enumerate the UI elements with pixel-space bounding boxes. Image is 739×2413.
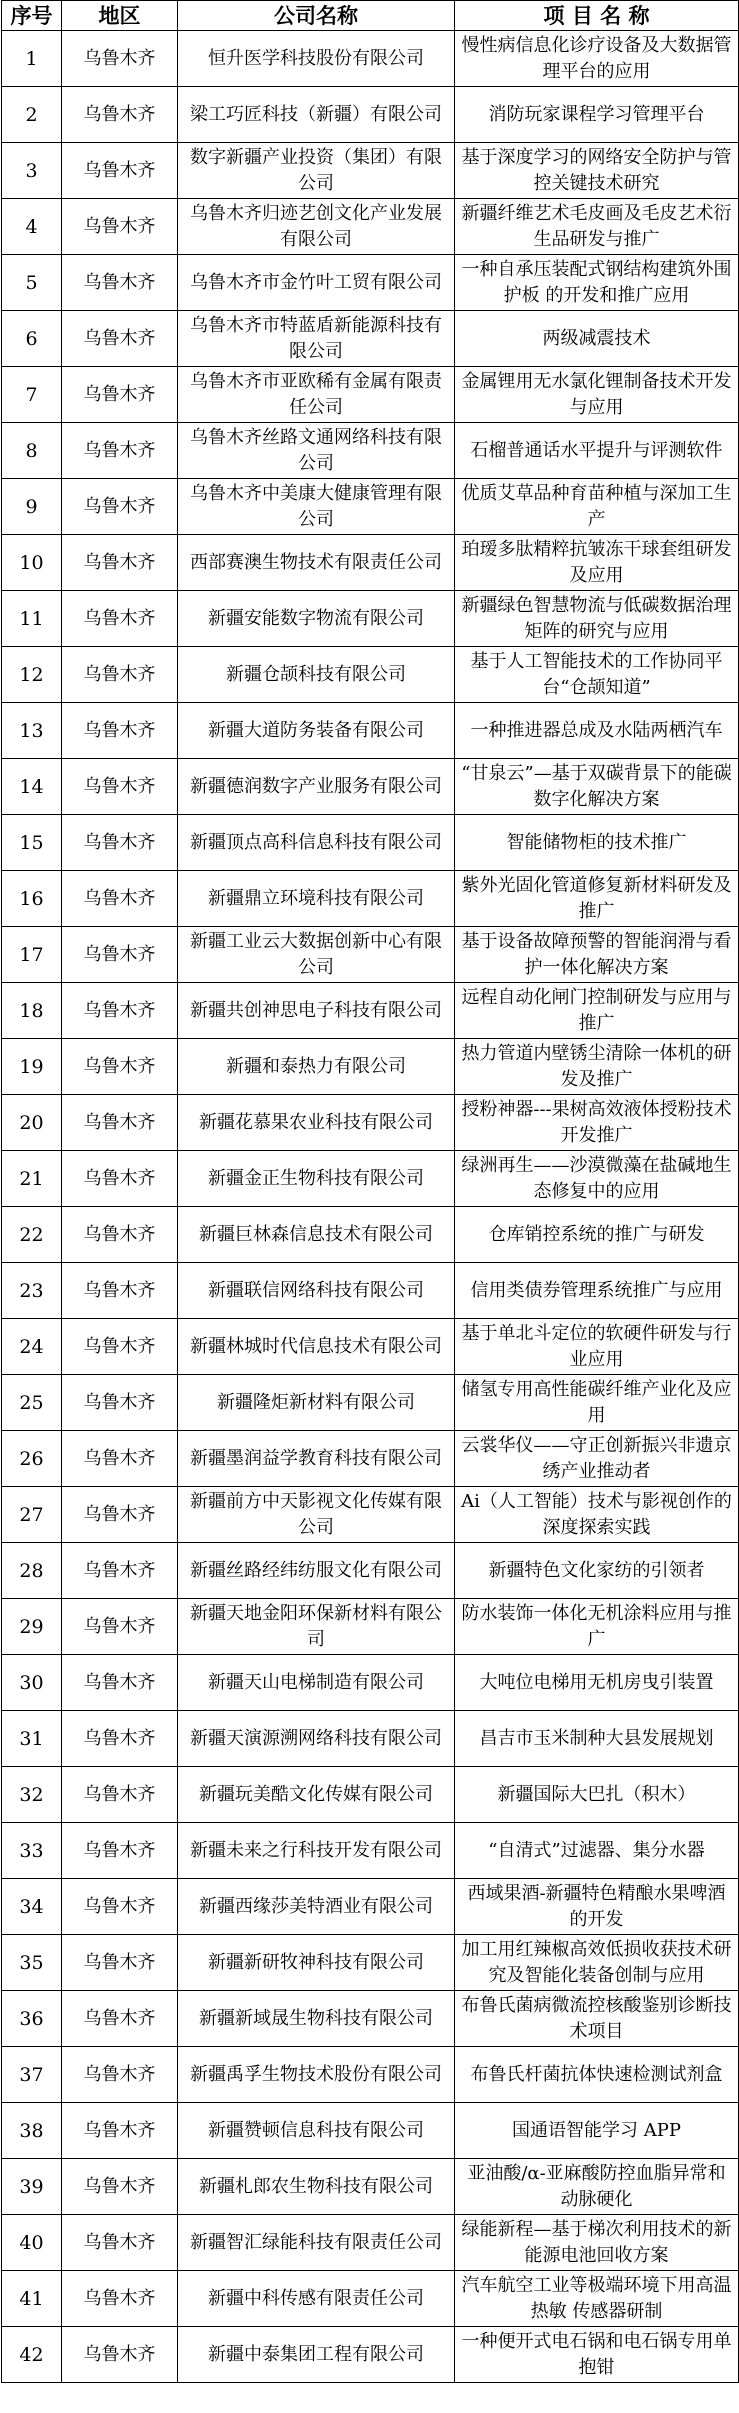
- row-index-cell: 40: [2, 2215, 62, 2271]
- row-index-cell: 36: [2, 1991, 62, 2047]
- region-cell: 乌鲁木齐: [62, 1151, 178, 1207]
- project-name-cell: 新疆绿色智慧物流与低碳数据治理矩阵的研究与应用: [455, 591, 739, 647]
- row-index-cell: 9: [2, 479, 62, 535]
- row-index-cell: 6: [2, 311, 62, 367]
- company-name-cell: 新疆札郎农生物科技有限公司: [178, 2159, 455, 2215]
- table-row: [2, 31, 739, 87]
- project-name-cell: 一种推进器总成及水陆两栖汽车: [455, 703, 739, 759]
- row-index-cell: 33: [2, 1823, 62, 1879]
- company-name-cell: 恒升医学科技股份有限公司: [178, 31, 455, 87]
- table-row: [2, 423, 739, 479]
- region-cell: 乌鲁木齐: [62, 1319, 178, 1375]
- company-name-cell: 新疆中科传感有限责任公司: [178, 2271, 455, 2327]
- table-row: [2, 1599, 739, 1655]
- project-name-cell: Ai（人工智能）技术与影视创作的深度探索实践: [455, 1487, 739, 1543]
- row-index-cell: 12: [2, 647, 62, 703]
- header-region: 地区: [62, 1, 178, 31]
- region-cell: 乌鲁木齐: [62, 31, 178, 87]
- company-name-cell: 新疆金正生物科技有限公司: [178, 1151, 455, 1207]
- table-row: [2, 1431, 739, 1487]
- company-name-cell: 新疆赞顿信息科技有限公司: [178, 2103, 455, 2159]
- company-name-cell: 新疆花慕果农业科技有限公司: [178, 1095, 455, 1151]
- table-row: [2, 1767, 739, 1823]
- company-name-cell: 新疆和泰热力有限公司: [178, 1039, 455, 1095]
- project-name-cell: 授粉神器---果树高效液体授粉技术开发推广: [455, 1095, 739, 1151]
- table-row: [2, 1095, 739, 1151]
- company-name-cell: 新疆中泰集团工程有限公司: [178, 2327, 455, 2383]
- region-cell: 乌鲁木齐: [62, 367, 178, 423]
- row-index-cell: 39: [2, 2159, 62, 2215]
- project-name-cell: “自清式”过滤器、集分水器: [455, 1823, 739, 1879]
- table-row: [2, 2159, 739, 2215]
- region-cell: 乌鲁木齐: [62, 871, 178, 927]
- project-name-cell: 基于深度学习的网络安全防护与管控关键技术研究: [455, 143, 739, 199]
- header-index: 序号: [2, 1, 62, 31]
- row-index-cell: 32: [2, 1767, 62, 1823]
- table-row: [2, 143, 739, 199]
- project-name-cell: 仓库销控系统的推广与研发: [455, 1207, 739, 1263]
- table-row: [2, 1151, 739, 1207]
- header-company: 公司名称: [178, 1, 455, 31]
- company-name-cell: 新疆丝路经纬纺服文化有限公司: [178, 1543, 455, 1599]
- company-name-cell: 新疆隆炬新材料有限公司: [178, 1375, 455, 1431]
- row-index-cell: 31: [2, 1711, 62, 1767]
- row-index-cell: 18: [2, 983, 62, 1039]
- header-project: 项 目 名 称: [455, 1, 739, 31]
- region-cell: 乌鲁木齐: [62, 703, 178, 759]
- region-cell: 乌鲁木齐: [62, 1095, 178, 1151]
- company-name-cell: 新疆西缘莎美特酒业有限公司: [178, 1879, 455, 1935]
- region-cell: 乌鲁木齐: [62, 2271, 178, 2327]
- table-row: [2, 535, 739, 591]
- region-cell: 乌鲁木齐: [62, 1711, 178, 1767]
- region-cell: 乌鲁木齐: [62, 2215, 178, 2271]
- company-name-cell: 新疆前方中天影视文化传媒有限公司: [178, 1487, 455, 1543]
- project-name-cell: 珀瑷多肽精粹抗皱冻干球套组研发及应用: [455, 535, 739, 591]
- region-cell: 乌鲁木齐: [62, 1487, 178, 1543]
- company-name-cell: 新疆安能数字物流有限公司: [178, 591, 455, 647]
- company-name-cell: 梁工巧匠科技（新疆）有限公司: [178, 87, 455, 143]
- company-name-cell: 新疆智汇绿能科技有限责任公司: [178, 2215, 455, 2271]
- table-row: [2, 2327, 739, 2383]
- row-index-cell: 3: [2, 143, 62, 199]
- project-name-cell: 基于设备故障预警的智能润滑与看护一体化解决方案: [455, 927, 739, 983]
- row-index-cell: 34: [2, 1879, 62, 1935]
- region-cell: 乌鲁木齐: [62, 1039, 178, 1095]
- project-table: [1, 0, 739, 2383]
- row-index-cell: 25: [2, 1375, 62, 1431]
- region-cell: 乌鲁木齐: [62, 983, 178, 1039]
- company-name-cell: 新疆林城时代信息技术有限公司: [178, 1319, 455, 1375]
- project-name-cell: 大吨位电梯用无机房曳引装置: [455, 1655, 739, 1711]
- region-cell: 乌鲁木齐: [62, 1991, 178, 2047]
- region-cell: 乌鲁木齐: [62, 1207, 178, 1263]
- region-cell: 乌鲁木齐: [62, 1655, 178, 1711]
- project-name-cell: 西域果酒-新疆特色精酿水果啤酒的开发: [455, 1879, 739, 1935]
- table-row: [2, 2215, 739, 2271]
- row-index-cell: 28: [2, 1543, 62, 1599]
- company-name-cell: 新疆新研牧神科技有限公司: [178, 1935, 455, 1991]
- row-index-cell: 22: [2, 1207, 62, 1263]
- project-name-cell: 一种自承压装配式钢结构建筑外围护板 的开发和推广应用: [455, 255, 739, 311]
- table-row: [2, 591, 739, 647]
- row-index-cell: 19: [2, 1039, 62, 1095]
- row-index-cell: 2: [2, 87, 62, 143]
- region-cell: 乌鲁木齐: [62, 1375, 178, 1431]
- company-name-cell: 乌鲁木齐市特蓝盾新能源科技有限公司: [178, 311, 455, 367]
- region-cell: 乌鲁木齐: [62, 2159, 178, 2215]
- table-header-row: [2, 1, 739, 31]
- company-name-cell: 乌鲁木齐中美康大健康管理有限公司: [178, 479, 455, 535]
- row-index-cell: 8: [2, 423, 62, 479]
- row-index-cell: 7: [2, 367, 62, 423]
- project-name-cell: 新疆纤维艺术毛皮画及毛皮艺术衍生品研发与推广: [455, 199, 739, 255]
- region-cell: 乌鲁木齐: [62, 927, 178, 983]
- table-row: [2, 1879, 739, 1935]
- table-row: [2, 759, 739, 815]
- company-name-cell: 新疆天演源溯网络科技有限公司: [178, 1711, 455, 1767]
- region-cell: 乌鲁木齐: [62, 255, 178, 311]
- company-name-cell: 新疆仓颉科技有限公司: [178, 647, 455, 703]
- table-row: [2, 199, 739, 255]
- company-name-cell: 新疆巨林森信息技术有限公司: [178, 1207, 455, 1263]
- project-name-cell: 云裳华仪——守正创新振兴非遗京绣产业推动者: [455, 1431, 739, 1487]
- table-row: [2, 255, 739, 311]
- row-index-cell: 26: [2, 1431, 62, 1487]
- row-index-cell: 15: [2, 815, 62, 871]
- company-name-cell: 新疆顶点高科信息科技有限公司: [178, 815, 455, 871]
- project-name-cell: 一种便开式电石锅和电石锅专用单抱钳: [455, 2327, 739, 2383]
- table-row: [2, 927, 739, 983]
- company-name-cell: 乌鲁木齐归迹艺创文化产业发展有限公司: [178, 199, 455, 255]
- region-cell: 乌鲁木齐: [62, 87, 178, 143]
- table-row: [2, 1543, 739, 1599]
- region-cell: 乌鲁木齐: [62, 143, 178, 199]
- row-index-cell: 35: [2, 1935, 62, 1991]
- table-row: [2, 1935, 739, 1991]
- region-cell: 乌鲁木齐: [62, 647, 178, 703]
- project-name-cell: 储氢专用高性能碳纤维产业化及应用: [455, 1375, 739, 1431]
- row-index-cell: 17: [2, 927, 62, 983]
- project-name-cell: 信用类债券管理系统推广与应用: [455, 1263, 739, 1319]
- table-row: [2, 2103, 739, 2159]
- company-name-cell: 新疆未来之行科技开发有限公司: [178, 1823, 455, 1879]
- project-name-cell: 汽车航空工业等极端环境下用高温热敏 传感器研制: [455, 2271, 739, 2327]
- table-row: [2, 87, 739, 143]
- region-cell: 乌鲁木齐: [62, 1431, 178, 1487]
- region-cell: 乌鲁木齐: [62, 1935, 178, 1991]
- table-row: [2, 1039, 739, 1095]
- row-index-cell: 20: [2, 1095, 62, 1151]
- project-name-cell: 布鲁氏杆菌抗体快速检测试剂盒: [455, 2047, 739, 2103]
- project-name-cell: 慢性病信息化诊疗设备及大数据管理平台的应用: [455, 31, 739, 87]
- row-index-cell: 41: [2, 2271, 62, 2327]
- region-cell: 乌鲁木齐: [62, 1263, 178, 1319]
- project-name-cell: 石榴普通话水平提升与评测软件: [455, 423, 739, 479]
- table-row: [2, 1991, 739, 2047]
- row-index-cell: 10: [2, 535, 62, 591]
- company-name-cell: 数字新疆产业投资（集团）有限公司: [178, 143, 455, 199]
- company-name-cell: 乌鲁木齐丝路文通网络科技有限公司: [178, 423, 455, 479]
- row-index-cell: 27: [2, 1487, 62, 1543]
- region-cell: 乌鲁木齐: [62, 2047, 178, 2103]
- table-row: [2, 1207, 739, 1263]
- project-name-cell: 新疆国际大巴扎（积木）: [455, 1767, 739, 1823]
- table-row: [2, 1375, 739, 1431]
- row-index-cell: 14: [2, 759, 62, 815]
- project-name-cell: 布鲁氏菌病微流控核酸鉴别诊断技术项目: [455, 1991, 739, 2047]
- company-name-cell: 乌鲁木齐市金竹叶工贸有限公司: [178, 255, 455, 311]
- region-cell: 乌鲁木齐: [62, 1599, 178, 1655]
- table-row: [2, 1655, 739, 1711]
- table-row: [2, 703, 739, 759]
- table-row: [2, 1823, 739, 1879]
- row-index-cell: 4: [2, 199, 62, 255]
- row-index-cell: 37: [2, 2047, 62, 2103]
- region-cell: 乌鲁木齐: [62, 535, 178, 591]
- row-index-cell: 29: [2, 1599, 62, 1655]
- company-name-cell: 新疆工业云大数据创新中心有限公司: [178, 927, 455, 983]
- company-name-cell: 新疆德润数字产业服务有限公司: [178, 759, 455, 815]
- table-row: [2, 311, 739, 367]
- project-name-cell: 基于人工智能技术的工作协同平台“仓颉知道”: [455, 647, 739, 703]
- project-name-cell: 优质艾草品种育苗种植与深加工生产: [455, 479, 739, 535]
- table-body: [2, 31, 739, 2383]
- project-name-cell: 新疆特色文化家纺的引领者: [455, 1543, 739, 1599]
- row-index-cell: 21: [2, 1151, 62, 1207]
- project-name-cell: 消防玩家课程学习管理平台: [455, 87, 739, 143]
- project-name-cell: 亚油酸/α-亚麻酸防控血脂异常和动脉硬化: [455, 2159, 739, 2215]
- table-row: [2, 2047, 739, 2103]
- company-name-cell: 乌鲁木齐市亚欧稀有金属有限责任公司: [178, 367, 455, 423]
- region-cell: 乌鲁木齐: [62, 1823, 178, 1879]
- project-name-cell: 基于单北斗定位的软硬件研发与行业应用: [455, 1319, 739, 1375]
- project-name-cell: 加工用红辣椒高效低损收获技术研究及智能化装备创制与应用: [455, 1935, 739, 1991]
- table-row: [2, 1711, 739, 1767]
- region-cell: 乌鲁木齐: [62, 815, 178, 871]
- project-name-cell: “甘泉云”—基于双碳背景下的能碳数字化解决方案: [455, 759, 739, 815]
- project-name-cell: 绿洲再生——沙漠微藻在盐碱地生态修复中的应用: [455, 1151, 739, 1207]
- company-name-cell: 新疆天地金阳环保新材料有限公司: [178, 1599, 455, 1655]
- region-cell: 乌鲁木齐: [62, 2327, 178, 2383]
- region-cell: 乌鲁木齐: [62, 311, 178, 367]
- row-index-cell: 5: [2, 255, 62, 311]
- table-row: [2, 647, 739, 703]
- table-row: [2, 1263, 739, 1319]
- table-row: [2, 1319, 739, 1375]
- row-index-cell: 1: [2, 31, 62, 87]
- project-name-cell: 防水装饰一体化无机涂料应用与推广: [455, 1599, 739, 1655]
- company-name-cell: 新疆共创神思电子科技有限公司: [178, 983, 455, 1039]
- region-cell: 乌鲁木齐: [62, 199, 178, 255]
- company-name-cell: 新疆玩美酷文化传媒有限公司: [178, 1767, 455, 1823]
- project-name-cell: 远程自动化闸门控制研发与应用与推广: [455, 983, 739, 1039]
- row-index-cell: 30: [2, 1655, 62, 1711]
- row-index-cell: 38: [2, 2103, 62, 2159]
- table-row: [2, 1487, 739, 1543]
- company-name-cell: 新疆天山电梯制造有限公司: [178, 1655, 455, 1711]
- table-row: [2, 367, 739, 423]
- row-index-cell: 42: [2, 2327, 62, 2383]
- company-name-cell: 新疆大道防务装备有限公司: [178, 703, 455, 759]
- region-cell: 乌鲁木齐: [62, 479, 178, 535]
- company-name-cell: 西部赛澳生物技术有限责任公司: [178, 535, 455, 591]
- row-index-cell: 23: [2, 1263, 62, 1319]
- company-name-cell: 新疆禹孚生物技术股份有限公司: [178, 2047, 455, 2103]
- region-cell: 乌鲁木齐: [62, 1543, 178, 1599]
- region-cell: 乌鲁木齐: [62, 591, 178, 647]
- company-name-cell: 新疆鼎立环境科技有限公司: [178, 871, 455, 927]
- row-index-cell: 13: [2, 703, 62, 759]
- project-name-cell: 紫外光固化管道修复新材料研发及推广: [455, 871, 739, 927]
- company-name-cell: 新疆墨润益学教育科技有限公司: [178, 1431, 455, 1487]
- project-name-cell: 绿能新程—基于梯次利用技术的新能源电池回收方案: [455, 2215, 739, 2271]
- region-cell: 乌鲁木齐: [62, 1879, 178, 1935]
- row-index-cell: 16: [2, 871, 62, 927]
- region-cell: 乌鲁木齐: [62, 2103, 178, 2159]
- table-row: [2, 479, 739, 535]
- project-name-cell: 国通语智能学习 APP: [455, 2103, 739, 2159]
- company-name-cell: 新疆新域晟生物科技有限公司: [178, 1991, 455, 2047]
- table-row: [2, 871, 739, 927]
- company-name-cell: 新疆联信网络科技有限公司: [178, 1263, 455, 1319]
- project-name-cell: 热力管道内壁锈尘清除一体机的研发及推广: [455, 1039, 739, 1095]
- project-name-cell: 两级减震技术: [455, 311, 739, 367]
- table-row: [2, 815, 739, 871]
- region-cell: 乌鲁木齐: [62, 1767, 178, 1823]
- table-row: [2, 983, 739, 1039]
- table-row: [2, 2271, 739, 2327]
- region-cell: 乌鲁木齐: [62, 423, 178, 479]
- row-index-cell: 24: [2, 1319, 62, 1375]
- region-cell: 乌鲁木齐: [62, 759, 178, 815]
- project-name-cell: 昌吉市玉米制种大县发展规划: [455, 1711, 739, 1767]
- project-name-cell: 金属锂用无水氯化锂制备技术开发与应用: [455, 367, 739, 423]
- row-index-cell: 11: [2, 591, 62, 647]
- project-name-cell: 智能储物柜的技术推广: [455, 815, 739, 871]
